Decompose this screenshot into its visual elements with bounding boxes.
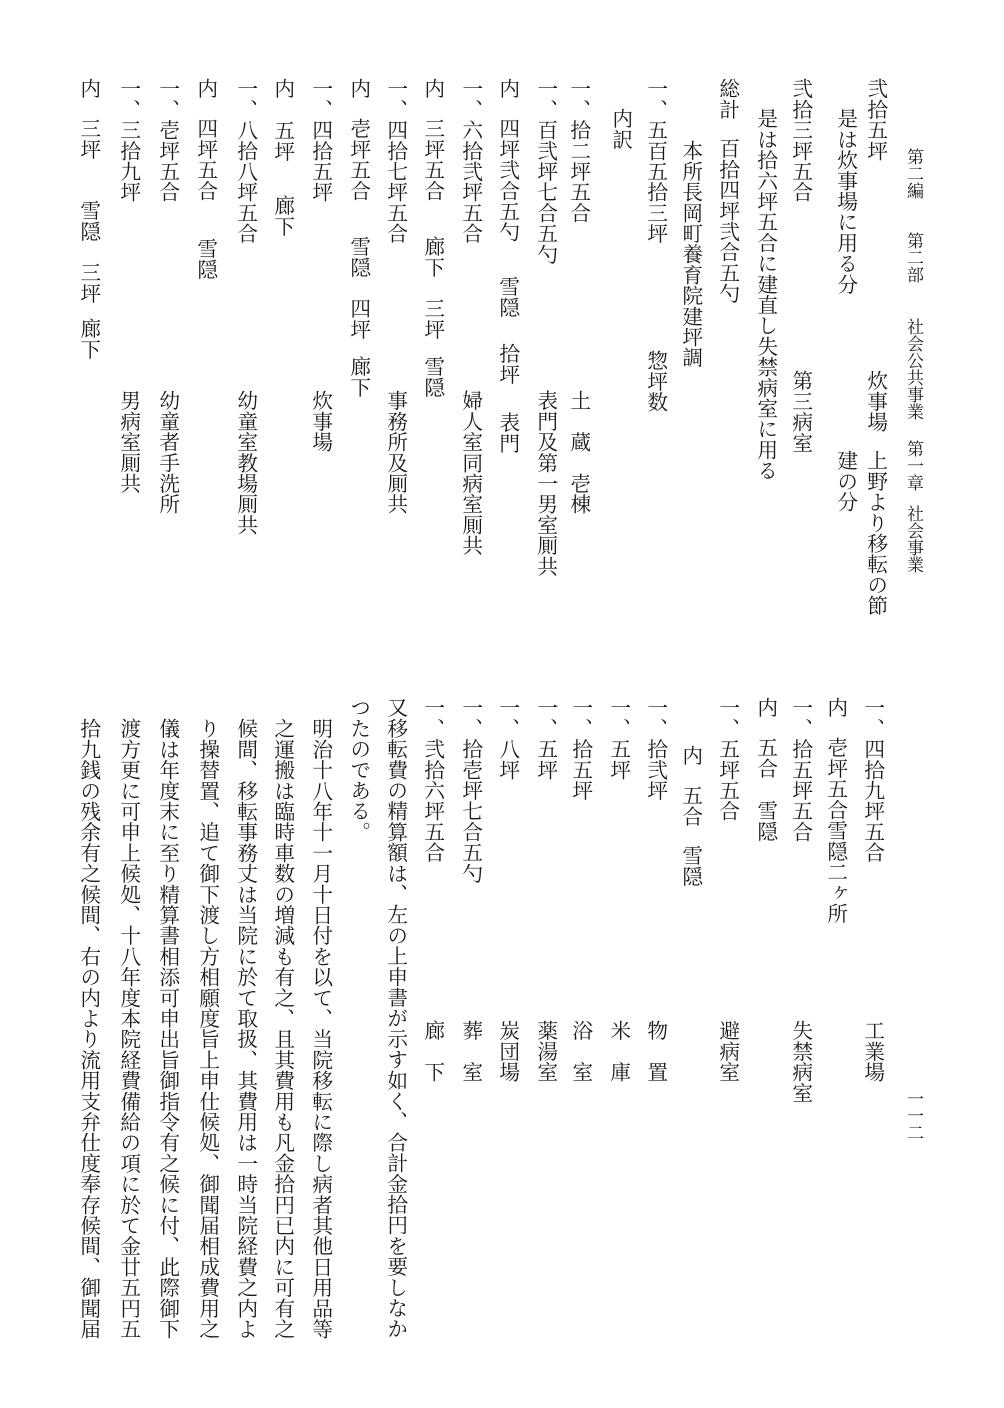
entry-note: 上野より移転の節 [863,450,888,616]
quoted-letter-line: 拾九銭の残余有之候間、右の内より流用支弁仕度奉存候間、御聞届 [76,718,101,1339]
item-use: 幼童者手洗所 [155,390,180,515]
item-use: 物 置 [643,1020,668,1083]
entry-use: 第三病室 [788,370,813,453]
item-area: 一、五坪 [533,697,558,780]
item-detail-area: 三坪 [76,118,101,160]
item-detail-label: 内 [495,78,520,99]
entry-remark: 是は炊事場に用る分 [833,108,858,295]
item-detail-label: 内 [753,697,778,718]
item-use: 土 蔵 壱棟 [566,390,591,515]
item-area: 一、拾壱坪七合五勺 [458,697,483,884]
quoted-letter-line: 候間、移転事務丈は当院に於て取扱、其費用は一時当院経費之内よ [233,718,258,1339]
quoted-letter-line: り操替置、追て御下渡し方相願度旨上申仕候処、御聞届相成費用之 [195,718,220,1339]
total-label: 総計 [715,78,740,120]
item-detail-use: 廊下 [420,236,445,278]
item-area: 一、壱坪五合 [155,78,180,203]
item-detail-area: 壱坪五合 [346,118,371,201]
item-use: 炭団場 [495,1020,520,1083]
quoted-letter-line: 儀は年度末に至り精算書相添可申出旨御指令有之候に付、此際御下 [155,718,180,1339]
survey-total-area: 一、五百五拾三坪 [643,78,668,244]
item-use: 薬湯室 [533,1020,558,1083]
quoted-letter-line: 渡方更に可申上候処、十八年度本院経費備給の項に於て金廿五円五 [116,718,141,1339]
item-detail-area: 三坪 [76,262,101,304]
running-head-part-title: 社会公共事業 [903,318,923,420]
item-detail-area: 三坪五合 [420,118,445,201]
item-use: 浴 室 [568,1020,593,1083]
running-head-chapter-title: 社会事業 [903,505,923,573]
item-use: 炊事場 [308,390,333,453]
item-use: 事務所及厠共 [383,390,408,515]
item-use: 廊 下 [420,1020,445,1083]
item-detail-label: 内 [823,697,848,718]
entry-use: 炊事場 [863,370,888,433]
item-detail-use: 表門 [495,412,520,454]
item-detail-use: 雪隠 [678,845,703,887]
quoted-letter-line: 明治十八年十一月十日付を以て、当院移転に際し病者其他日用品等 [308,718,333,1339]
item-detail-use: 雪隠 [495,276,520,318]
quoted-letter-line: 之運搬は臨時車数の増減も有之、且其費用も凡金拾円已内に可有之 [270,718,295,1339]
item-detail-area: 五合 [678,785,703,827]
item-use: 米 庫 [606,1020,631,1083]
item-detail-use: 雪隠二ヶ所 [823,820,848,924]
item-use: 避病室 [715,1020,740,1083]
entry-remark: 是は拾六坪五合に建直し失禁病室に用る [753,108,778,481]
item-detail-use: 廊下 [346,356,371,398]
item-detail-label: 内 [270,78,295,99]
item-area: 一、四拾五坪 [308,78,333,203]
item-detail-area: 壱坪五合 [823,737,848,820]
item-use: 工業場 [860,1020,885,1083]
item-use: 婦人室同病室厠共 [458,390,483,556]
item-area: 一、五坪五合 [715,697,740,822]
item-area: 一、拾二坪五合 [566,78,591,223]
paragraph-line: つたのである。 [346,697,371,842]
item-area: 一、三拾九坪 [116,78,141,203]
page-number: 一一二 [903,1090,923,1141]
item-area: 一、五坪 [606,697,631,780]
item-detail-area: 四坪五合 [193,118,218,201]
running-head-part: 第二部 [903,232,923,283]
item-detail-use: 廊下 [270,195,295,237]
survey-total-label: 惣坪数 [643,350,668,413]
survey-title: 本所長岡町養育院建坪調 [678,140,703,368]
item-area: 一、八拾八坪五合 [233,78,258,244]
item-area: 一、四拾七坪五合 [383,78,408,244]
item-detail-area: 五合 [753,737,778,779]
running-head-chapter: 第一章 [903,440,923,491]
item-use: 表門及第一男室厠共 [533,390,558,577]
item-area: 一、百弐坪七合五勺 [533,78,558,265]
item-detail-use: 雪隠 [76,200,101,242]
item-detail-label: 内 [346,78,371,99]
total-value: 百拾四坪弐合五勺 [715,138,740,304]
item-use: 失禁病室 [788,1020,813,1103]
item-detail-use: 雪隠 [193,238,218,280]
item-detail-label: 内 [420,78,445,99]
entry-area: 弐拾三坪五合 [788,78,813,203]
item-area: 一、六拾弐坪五合 [458,78,483,244]
item-detail-use: 雪隠 [753,800,778,842]
running-head-volume: 第二編 [903,148,923,199]
item-detail-area: 四坪弐合五勺 [495,118,520,243]
survey-breakdown-label: 内訳 [608,108,633,150]
item-detail-area: 四坪 [346,298,371,340]
item-area: 一、八坪 [495,697,520,780]
item-detail-label: 内 [76,78,101,99]
item-area: 一、拾五坪 [568,697,593,801]
item-detail-area: 五坪 [270,120,295,162]
item-area: 一、拾弐坪 [643,697,668,801]
item-detail-area: 三坪 [420,298,445,340]
entry-area: 弐拾五坪 [863,78,888,161]
item-detail-label: 内 [678,745,703,766]
entry-note-continued: 建の分 [833,450,858,513]
item-detail-use: 雪隠 [346,236,371,278]
item-detail-use: 雪隠 [420,356,445,398]
item-detail-area: 拾坪 [495,343,520,385]
item-area: 一、弐拾六坪五合 [420,697,445,863]
item-area: 一、拾五坪五合 [788,697,813,842]
item-use: 幼童室教場厠共 [233,390,258,535]
item-detail-label: 内 [193,78,218,99]
item-use: 葬 室 [458,1020,483,1083]
paragraph-line: 又移転費の精算額は、左の上申書が示す如く、合計金拾円を要しなか [383,697,408,1339]
item-use: 男病室厠共 [116,390,141,494]
item-detail-use: 廊下 [76,318,101,360]
item-area: 一、四拾九坪五合 [860,697,885,863]
